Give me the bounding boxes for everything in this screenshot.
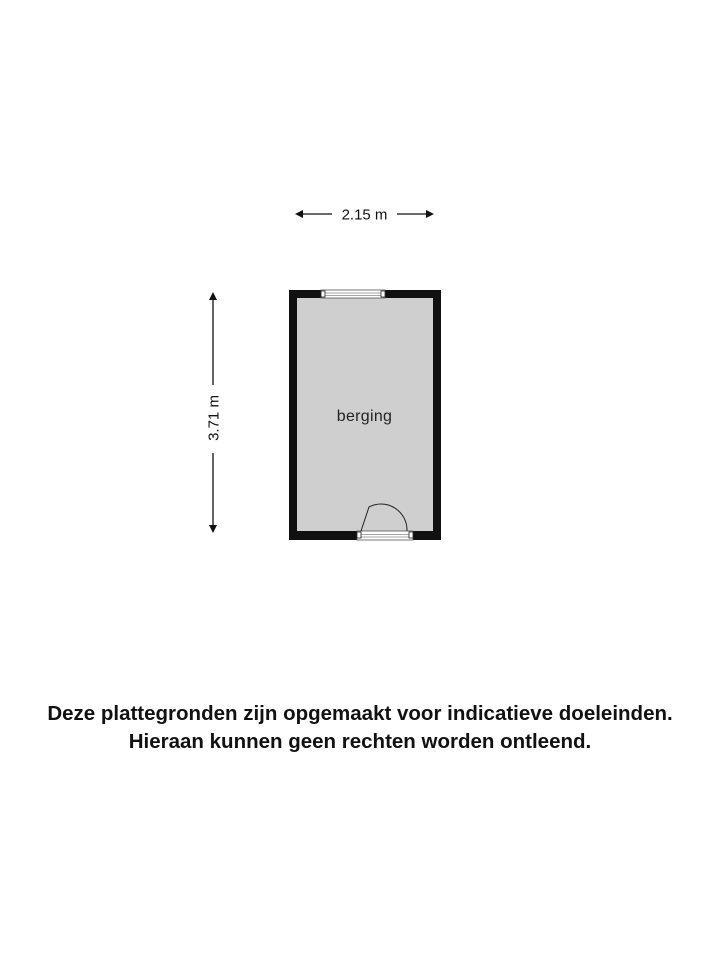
height-label: 3.71 m [205, 395, 223, 441]
height-arrow-bottom [209, 525, 217, 533]
room-berging [289, 290, 441, 540]
height-dimension [206, 292, 223, 533]
width-label: 2.15 m [341, 206, 388, 224]
top-window [321, 290, 385, 298]
disclaimer [0, 700, 720, 756]
width-arrow-left [295, 210, 303, 218]
width-arrow-right [426, 210, 434, 218]
disclaimer-line-1: Deze plattegronden zijn opgemaakt voor indicatieve doeleinden. [47, 702, 673, 725]
room-label: berging [336, 408, 393, 425]
width-dimension [295, 207, 434, 224]
disclaimer-line-2: Hieraan kunnen geen rechten worden ontleend. [128, 730, 592, 753]
height-arrow-top [209, 292, 217, 300]
